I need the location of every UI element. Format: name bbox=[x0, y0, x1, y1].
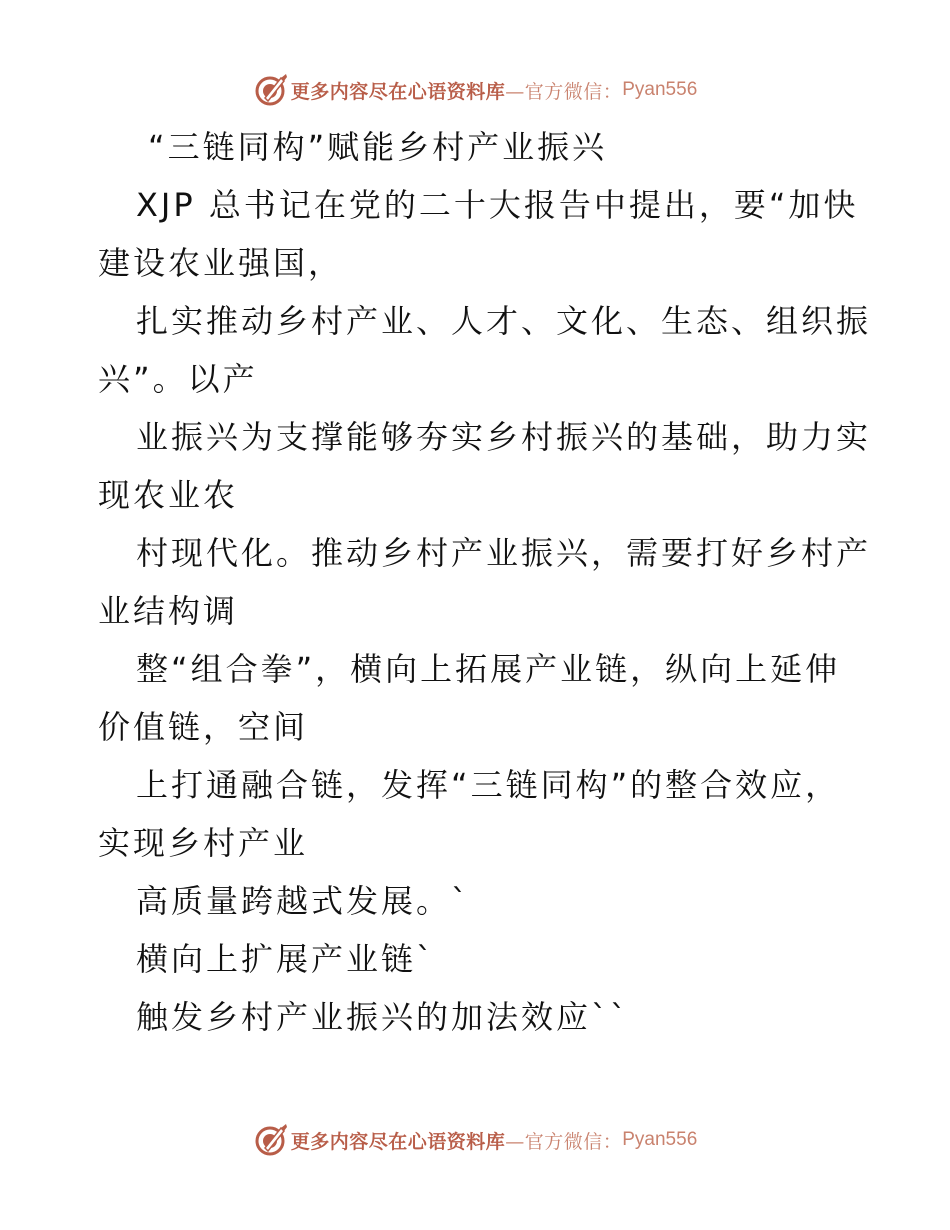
paragraph-line: 业结构调 bbox=[98, 592, 239, 630]
header-watermark bbox=[0, 70, 950, 110]
watermark-prefix: 更多内容尽在心语资料库 bbox=[290, 80, 506, 103]
section-subheading: 触发乡村产业振兴的加法效应`` bbox=[136, 998, 630, 1036]
paragraph-line: 村现代化。推动乡村产业振兴，需要打好乡村产 bbox=[136, 534, 872, 572]
document-title: “三链同构”赋能乡村产业振兴 bbox=[148, 128, 608, 166]
document-body bbox=[98, 118, 872, 1046]
watermark-wechat-id: Pyan556 bbox=[622, 79, 698, 100]
pen-logo-icon bbox=[253, 1122, 289, 1158]
watermark-dash: — bbox=[505, 80, 525, 103]
section-heading: 横向上扩展产业链` bbox=[136, 940, 436, 978]
watermark-middle: 官方微信： bbox=[524, 80, 623, 103]
watermark-wechat-id: Pyan556 bbox=[622, 1129, 698, 1150]
paragraph-line: XJP 总书记在党的二十大报告中提出，要“加快 bbox=[136, 186, 859, 224]
watermark-prefix: 更多内容尽在心语资料库 bbox=[290, 1130, 506, 1153]
watermark-dash: — bbox=[505, 1130, 525, 1153]
paragraph-line: 上打通融合链，发挥“三链同构”的整合效应， bbox=[136, 766, 841, 804]
paragraph-line: 兴”。以产 bbox=[98, 360, 258, 398]
paragraph-line: 现农业农 bbox=[98, 476, 239, 514]
pen-logo-icon bbox=[253, 72, 289, 108]
paragraph-line: 高质量跨越式发展。` bbox=[136, 882, 471, 920]
watermark-middle: 官方微信： bbox=[524, 1130, 623, 1153]
paragraph-line: 业振兴为支撑能够夯实乡村振兴的基础，助力实 bbox=[136, 418, 872, 456]
watermark-text bbox=[291, 77, 623, 104]
paragraph-line: 价值链，空间 bbox=[98, 708, 309, 746]
paragraph-line: 扎实推动乡村产业、人才、文化、生态、组织振 bbox=[136, 302, 872, 340]
paragraph-line: 建设农业强国， bbox=[98, 244, 344, 282]
paragraph-line: 整“组合拳”，横向上拓展产业链，纵向上延伸 bbox=[136, 650, 841, 688]
paragraph-line: 实现乡村产业 bbox=[98, 824, 309, 862]
watermark-text bbox=[291, 1127, 623, 1154]
footer-watermark bbox=[0, 1120, 950, 1160]
